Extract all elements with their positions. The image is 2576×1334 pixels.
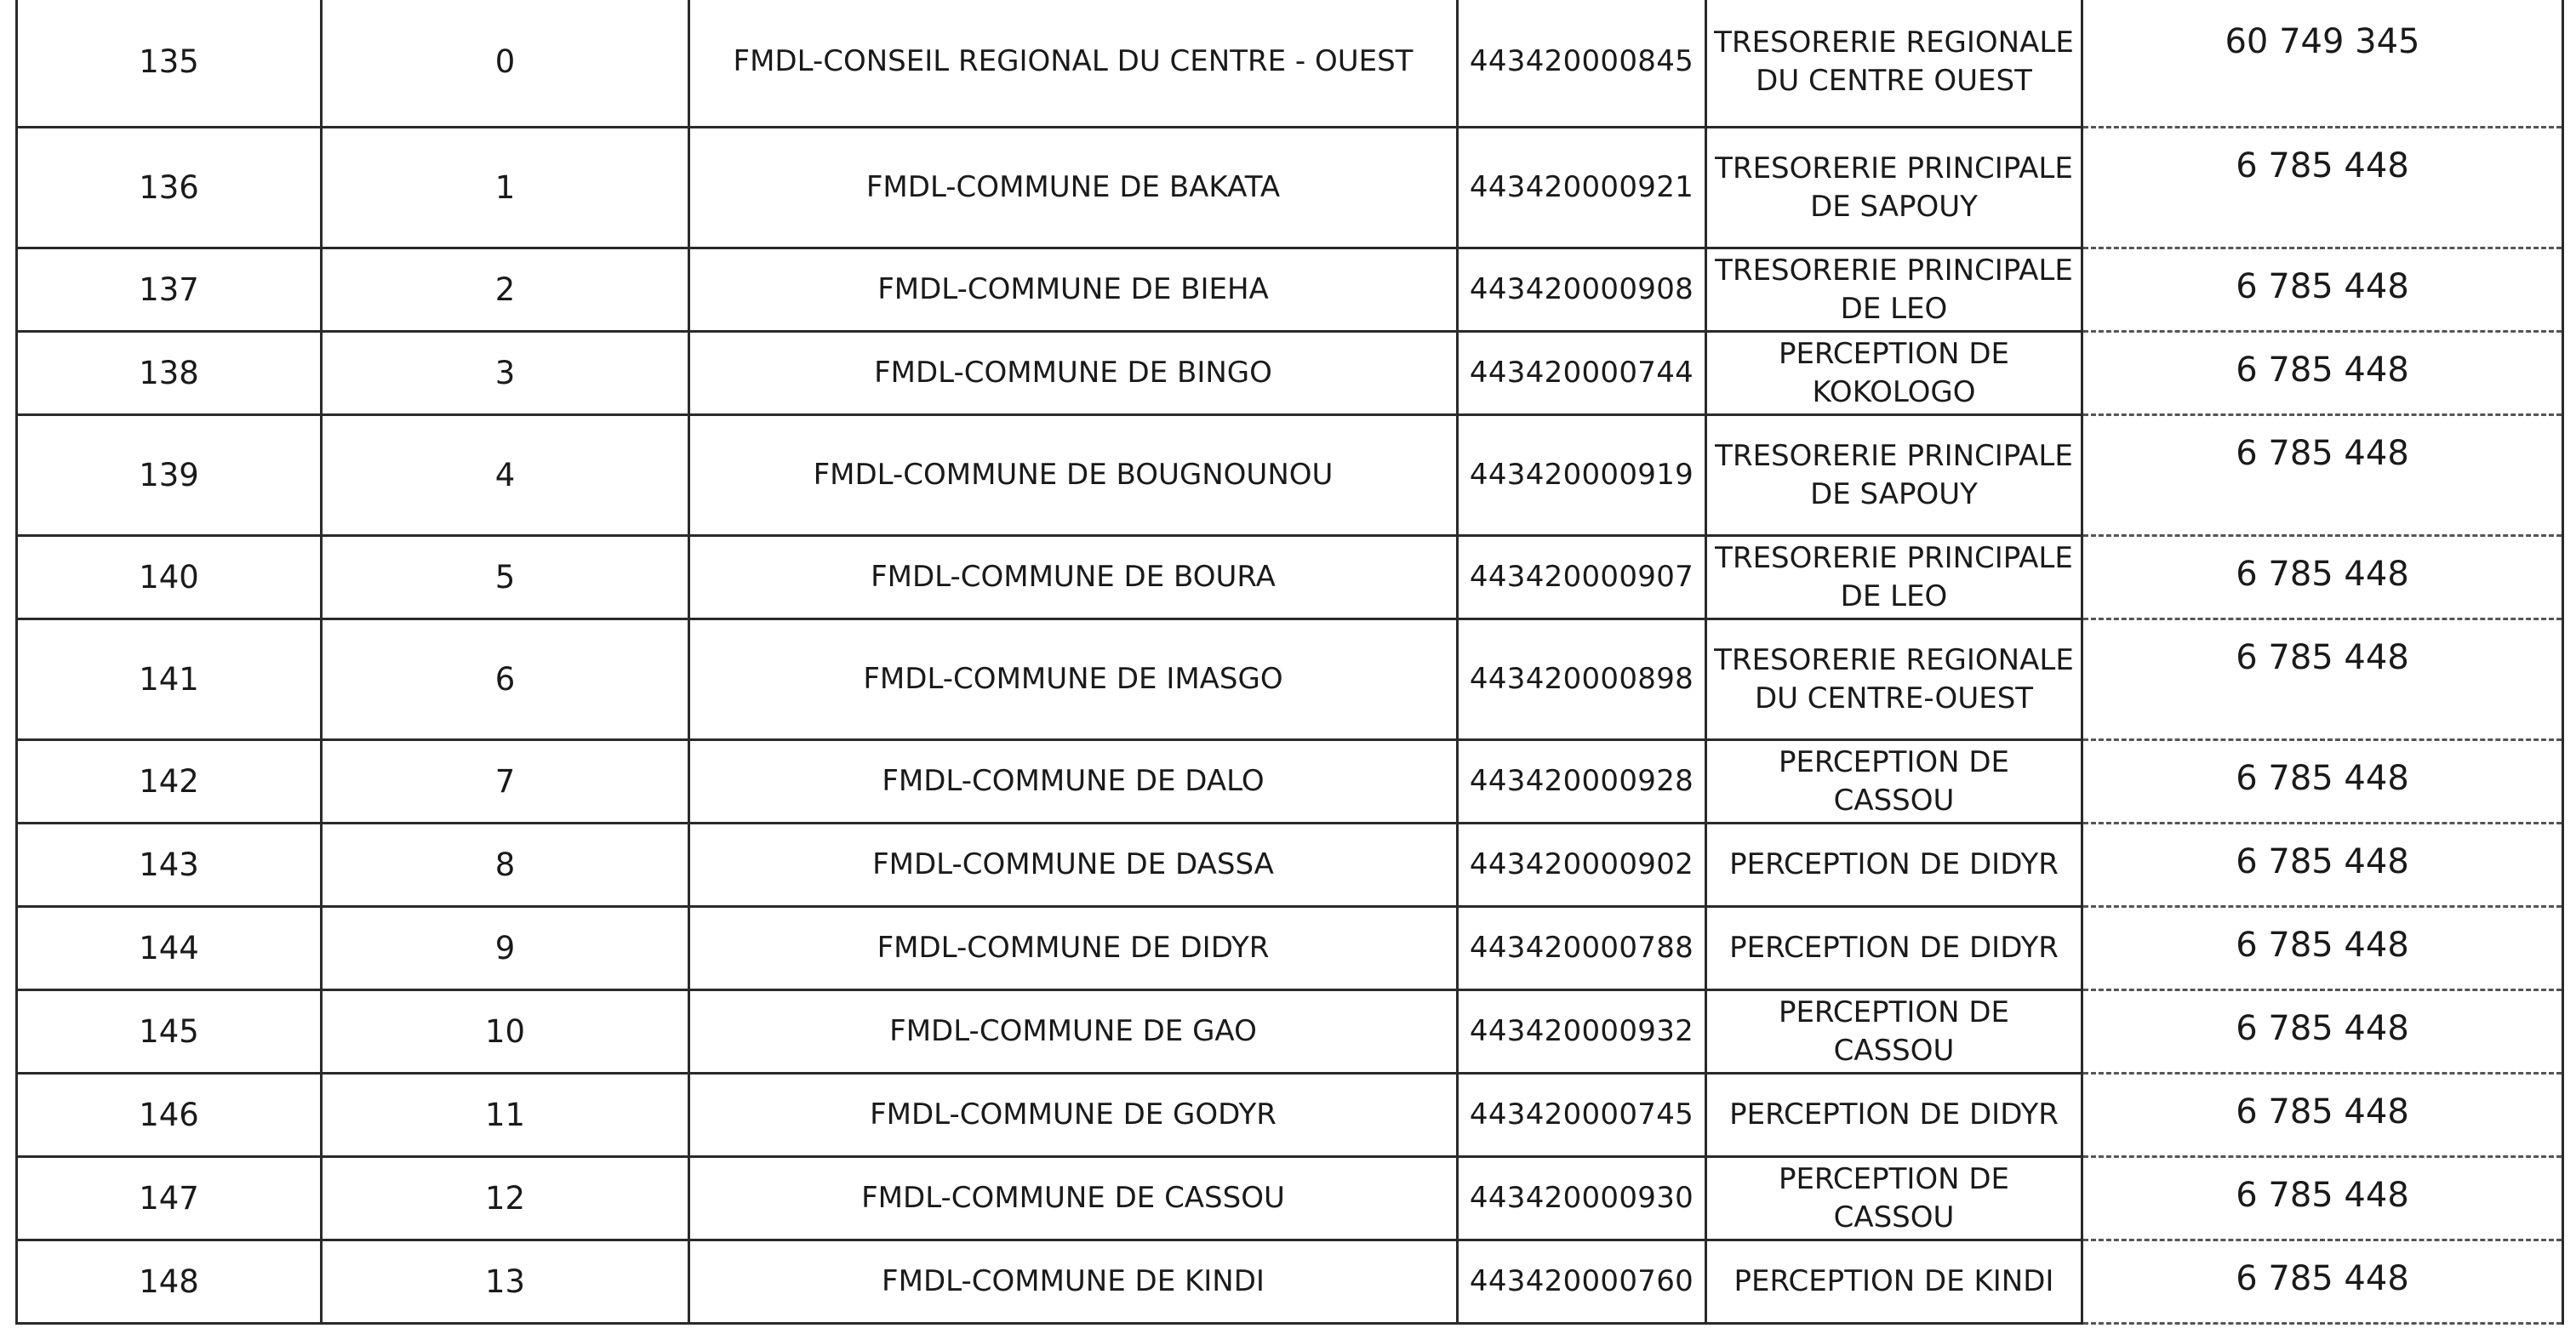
row-number-cell: 146 bbox=[17, 1074, 322, 1157]
table-row bbox=[17, 740, 2563, 824]
amount-cell: 6 785 448 bbox=[2082, 332, 2563, 415]
beneficiary-cell: FMDL-COMMUNE DE DALO bbox=[689, 740, 1458, 824]
amount-cell: 6 785 448 bbox=[2082, 128, 2563, 248]
amount-cell: 6 785 448 bbox=[2082, 248, 2563, 332]
row-index-cell: 1 bbox=[322, 128, 689, 248]
row-index-cell: 4 bbox=[322, 415, 689, 536]
row-number-cell: 143 bbox=[17, 824, 322, 907]
amount-cell: 6 785 448 bbox=[2082, 536, 2563, 619]
row-index-cell: 13 bbox=[322, 1240, 689, 1324]
table-row bbox=[17, 415, 2563, 536]
table-row bbox=[17, 332, 2563, 415]
account-number-cell: 443420000907 bbox=[1458, 536, 1706, 619]
table-row bbox=[17, 128, 2563, 248]
row-number-cell: 147 bbox=[17, 1157, 322, 1240]
table-row bbox=[17, 1240, 2563, 1324]
row-index-cell: 11 bbox=[322, 1074, 689, 1157]
row-index-cell: 12 bbox=[322, 1157, 689, 1240]
amount-cell: 6 785 448 bbox=[2082, 824, 2563, 907]
amount-cell: 6 785 448 bbox=[2082, 740, 2563, 824]
table-row bbox=[17, 619, 2563, 740]
beneficiary-cell: FMDL-COMMUNE DE BAKATA bbox=[689, 128, 1458, 248]
beneficiary-cell: FMDL-COMMUNE DE IMASGO bbox=[689, 619, 1458, 740]
account-number-cell: 443420000932 bbox=[1458, 990, 1706, 1074]
beneficiary-cell: FMDL-COMMUNE DE DASSA bbox=[689, 824, 1458, 907]
amount-cell: 6 785 448 bbox=[2082, 1157, 2563, 1240]
account-number-cell: 443420000760 bbox=[1458, 1240, 1706, 1324]
treasury-post-cell: PERCEPTION DE CASSOU bbox=[1706, 990, 2082, 1074]
row-number-cell: 139 bbox=[17, 415, 322, 536]
amount-cell: 6 785 448 bbox=[2082, 990, 2563, 1074]
account-number-cell: 443420000788 bbox=[1458, 907, 1706, 990]
account-number-cell: 443420000921 bbox=[1458, 128, 1706, 248]
beneficiary-cell: FMDL-COMMUNE DE BOURA bbox=[689, 536, 1458, 619]
row-index-cell: 6 bbox=[322, 619, 689, 740]
beneficiary-cell: FMDL-COMMUNE DE BINGO bbox=[689, 332, 1458, 415]
amount-cell: 60 749 345 bbox=[2082, 0, 2563, 128]
row-number-cell: 135 bbox=[17, 0, 322, 128]
row-index-cell: 0 bbox=[322, 0, 689, 128]
treasury-post-cell: PERCEPTION DE DIDYR bbox=[1706, 824, 2082, 907]
account-number-cell: 443420000919 bbox=[1458, 415, 1706, 536]
row-number-cell: 145 bbox=[17, 990, 322, 1074]
table-row bbox=[17, 248, 2563, 332]
beneficiary-cell: FMDL-COMMUNE DE GODYR bbox=[689, 1074, 1458, 1157]
row-index-cell: 9 bbox=[322, 907, 689, 990]
treasury-post-cell: TRESORERIE PRINCIPALE DE SAPOUY bbox=[1706, 415, 2082, 536]
table-row bbox=[17, 824, 2563, 907]
table-row bbox=[17, 907, 2563, 990]
table-row bbox=[17, 1157, 2563, 1240]
row-number-cell: 142 bbox=[17, 740, 322, 824]
treasury-post-cell: PERCEPTION DE DIDYR bbox=[1706, 1074, 2082, 1157]
treasury-post-cell: TRESORERIE PRINCIPALE DE LEO bbox=[1706, 248, 2082, 332]
amount-cell: 6 785 448 bbox=[2082, 907, 2563, 990]
amount-cell: 6 785 448 bbox=[2082, 1240, 2563, 1324]
row-number-cell: 148 bbox=[17, 1240, 322, 1324]
row-number-cell: 136 bbox=[17, 128, 322, 248]
amount-cell: 6 785 448 bbox=[2082, 1074, 2563, 1157]
beneficiary-cell: FMDL-COMMUNE DE GAO bbox=[689, 990, 1458, 1074]
beneficiary-cell: FMDL-COMMUNE DE KINDI bbox=[689, 1240, 1458, 1324]
allocation-table-body bbox=[17, 0, 2563, 1324]
row-number-cell: 140 bbox=[17, 536, 322, 619]
table-row bbox=[17, 990, 2563, 1074]
beneficiary-cell: FMDL-COMMUNE DE BOUGNOUNOU bbox=[689, 415, 1458, 536]
row-number-cell: 138 bbox=[17, 332, 322, 415]
row-index-cell: 3 bbox=[322, 332, 689, 415]
treasury-post-cell: PERCEPTION DE KINDI bbox=[1706, 1240, 2082, 1324]
allocation-table bbox=[15, 0, 2564, 1325]
row-number-cell: 137 bbox=[17, 248, 322, 332]
treasury-post-cell: PERCEPTION DE KOKOLOGO bbox=[1706, 332, 2082, 415]
account-number-cell: 443420000898 bbox=[1458, 619, 1706, 740]
row-number-cell: 141 bbox=[17, 619, 322, 740]
row-number-cell: 144 bbox=[17, 907, 322, 990]
account-number-cell: 443420000845 bbox=[1458, 0, 1706, 128]
amount-cell: 6 785 448 bbox=[2082, 619, 2563, 740]
beneficiary-cell: FMDL-CONSEIL REGIONAL DU CENTRE - OUEST bbox=[689, 0, 1458, 128]
account-number-cell: 443420000908 bbox=[1458, 248, 1706, 332]
treasury-post-cell: TRESORERIE REGIONALE DU CENTRE-OUEST bbox=[1706, 619, 2082, 740]
treasury-post-cell: PERCEPTION DE CASSOU bbox=[1706, 740, 2082, 824]
amount-cell: 6 785 448 bbox=[2082, 415, 2563, 536]
treasury-post-cell: TRESORERIE PRINCIPALE DE SAPOUY bbox=[1706, 128, 2082, 248]
treasury-post-cell: TRESORERIE PRINCIPALE DE LEO bbox=[1706, 536, 2082, 619]
row-index-cell: 2 bbox=[322, 248, 689, 332]
row-index-cell: 7 bbox=[322, 740, 689, 824]
row-index-cell: 10 bbox=[322, 990, 689, 1074]
table-row bbox=[17, 536, 2563, 619]
account-number-cell: 443420000744 bbox=[1458, 332, 1706, 415]
beneficiary-cell: FMDL-COMMUNE DE BIEHA bbox=[689, 248, 1458, 332]
beneficiary-cell: FMDL-COMMUNE DE CASSOU bbox=[689, 1157, 1458, 1240]
table-row bbox=[17, 0, 2563, 128]
table-row bbox=[17, 1074, 2563, 1157]
treasury-post-cell: TRESORERIE REGIONALE DU CENTRE OUEST bbox=[1706, 0, 2082, 128]
account-number-cell: 443420000745 bbox=[1458, 1074, 1706, 1157]
treasury-post-cell: PERCEPTION DE DIDYR bbox=[1706, 907, 2082, 990]
beneficiary-cell: FMDL-COMMUNE DE DIDYR bbox=[689, 907, 1458, 990]
row-index-cell: 5 bbox=[322, 536, 689, 619]
account-number-cell: 443420000928 bbox=[1458, 740, 1706, 824]
treasury-post-cell: PERCEPTION DE CASSOU bbox=[1706, 1157, 2082, 1240]
account-number-cell: 443420000902 bbox=[1458, 824, 1706, 907]
account-number-cell: 443420000930 bbox=[1458, 1157, 1706, 1240]
row-index-cell: 8 bbox=[322, 824, 689, 907]
